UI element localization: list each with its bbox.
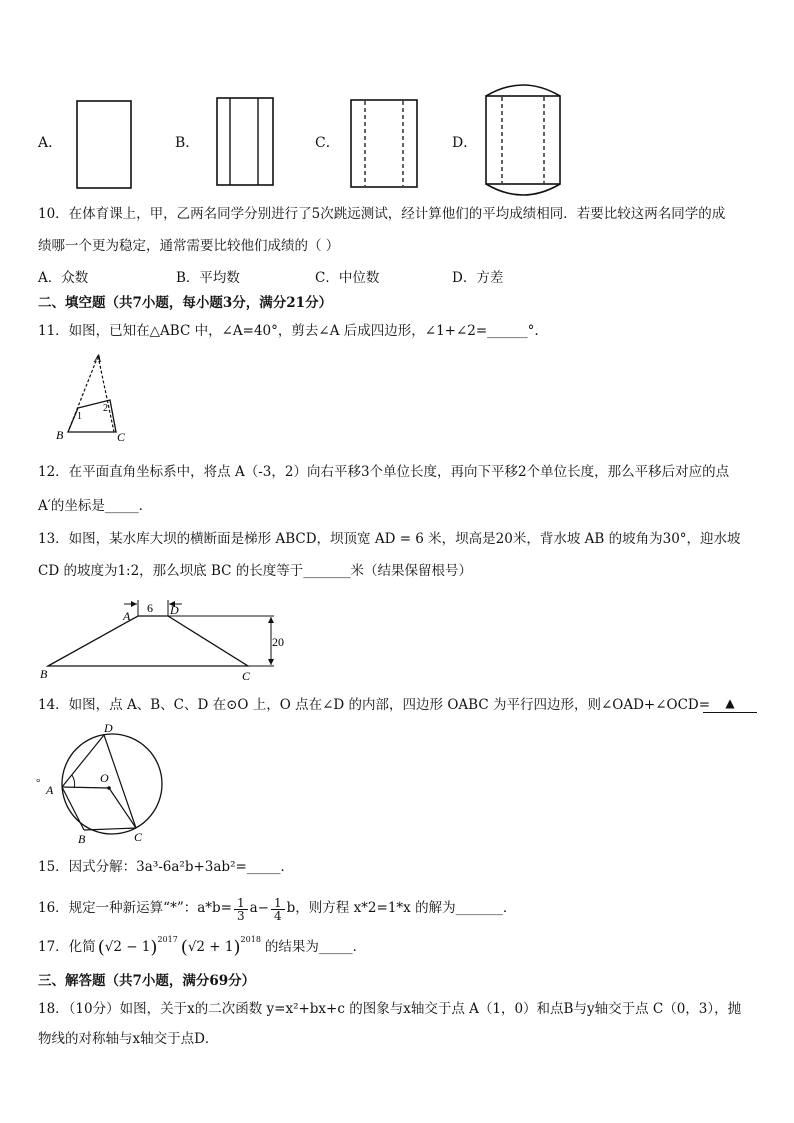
- q11-figure: [52, 350, 132, 444]
- section-3-heading: 三、解答题（共7小题，满分69分）: [38, 973, 256, 989]
- q10-option-d: D．方差: [452, 270, 504, 286]
- q17-paren-open-2: (: [180, 937, 188, 958]
- q17-paren-open-1: (: [97, 937, 105, 958]
- q17-paren-close-2: ): [233, 937, 241, 958]
- option-d-label: D．: [452, 135, 478, 151]
- q13-line2: CD 的坡度为1:2，那么坝底 BC 的长度等于_______米（结果保留根号）: [38, 563, 473, 579]
- q17-base1: √2 − 1: [104, 939, 151, 956]
- q13-height: 20: [272, 635, 284, 649]
- q16-frac1-den: 3: [234, 909, 248, 922]
- q18-line2: 物线的对称轴与x轴交于点D．: [38, 1031, 219, 1047]
- section-2-heading: 二、填空题（共7小题，每小题3分，满分21分）: [38, 295, 333, 311]
- q13-label-c: C: [242, 669, 251, 683]
- option-b-figure: [216, 97, 274, 187]
- q16-mid: a−: [249, 900, 269, 917]
- q16-fraction-2: [271, 897, 285, 922]
- q12-line1: 12．在平面直角坐标系中，将点 A（-3，2）向右平移3个单位长度，再向下平移2个单位长度，那么平移后对应的点: [38, 464, 730, 480]
- q11-label-c: C: [117, 430, 126, 444]
- q11-angle-1: 1: [77, 411, 82, 422]
- q15-text: 15．因式分解：3a³-6a²b+3ab²=_____．: [38, 859, 295, 875]
- q10-line2: 绩哪一个更为稳定，通常需要比较他们成绩的（ ）: [38, 238, 340, 254]
- q14-label-c: C: [134, 830, 143, 844]
- q14-circle-figure: [32, 716, 168, 846]
- q11-text: 11．如图，已知在△ABC 中，∠A=40°，剪去∠A 后成四边形，∠1+∠2=______°.: [38, 323, 539, 339]
- q10-line1: 10．在体育课上，甲，乙两名同学分别进行了5次跳远测试，经计算他们的平均成绩相同．若要比较这两名同学的成: [38, 206, 726, 222]
- q14-label-a: A: [46, 783, 54, 797]
- q16-tail: b，则方程 x*2=1*x 的解为_______．: [286, 900, 517, 917]
- q16-frac2-num: 1: [274, 895, 282, 910]
- q11-label-a: A: [94, 351, 102, 365]
- q17-base2: √2 + 1: [187, 939, 234, 956]
- q13-dam-figure: [36, 592, 296, 684]
- q13-top-width: 6: [147, 601, 153, 615]
- q17-paren-close-1: ): [150, 937, 158, 958]
- q12-line2: A′的坐标是_____．: [38, 498, 153, 514]
- q17-prefix: 17．化简: [38, 939, 96, 956]
- q14-label-o: O: [100, 771, 109, 785]
- q17-line: [38, 934, 366, 962]
- option-c-label: C．: [315, 135, 340, 151]
- q10-option-c: C．中位数: [315, 270, 380, 286]
- q16-frac1-num: 1: [236, 895, 245, 910]
- q16-line: [38, 890, 516, 928]
- q16-fraction-1: [234, 897, 248, 922]
- q13-label-a: A: [123, 609, 131, 623]
- option-b-label: B．: [175, 135, 200, 151]
- q11-angle-2: 2: [103, 403, 108, 414]
- q16-frac2-den: 4: [271, 909, 285, 922]
- q10-option-b: B．平均数: [176, 270, 240, 286]
- q16-prefix: 16．规定一种新运算“*”：a*b=: [38, 900, 232, 917]
- q13-label-d: D: [170, 603, 179, 617]
- q17-tail: 的结果为_____．: [264, 939, 367, 956]
- q14-label-b: B: [78, 832, 86, 846]
- q14-label-d: D: [104, 721, 113, 735]
- option-a-figure: [76, 100, 132, 190]
- q17-exp2: 2018: [240, 935, 261, 944]
- q10-option-a: A．众数: [38, 270, 89, 286]
- q17-exp1: 2017: [157, 935, 178, 944]
- q14-answer-blank: ▲: [703, 696, 757, 713]
- q14-degree-dot: °: [36, 777, 41, 789]
- q18-line1: 18．（10分）如图，关于x的二次函数 y=x²+bx+c 的图象与x轴交于点 A（1，0）和点B与y轴交于点 C（0，3），抛: [38, 1001, 742, 1017]
- q13-label-b: B: [40, 667, 48, 681]
- q11-label-b: B: [56, 428, 64, 442]
- option-a-label: A．: [38, 135, 63, 151]
- option-d-figure: [482, 80, 564, 200]
- q14-text: 14．如图，点 A、B、C、D 在⊙O 上，O 点在∠D 的内部，四边形 OABC 为平行四边形，则∠OAD+∠OCD=: [38, 697, 711, 713]
- q13-line1: 13．如图，某水库大坝的横断面是梯形 ABCD，坝顶宽 AD = 6 米，坝高是20米，背水坡 AB 的坡角为30°，迎水坡: [38, 531, 741, 547]
- option-c-figure: [350, 99, 418, 189]
